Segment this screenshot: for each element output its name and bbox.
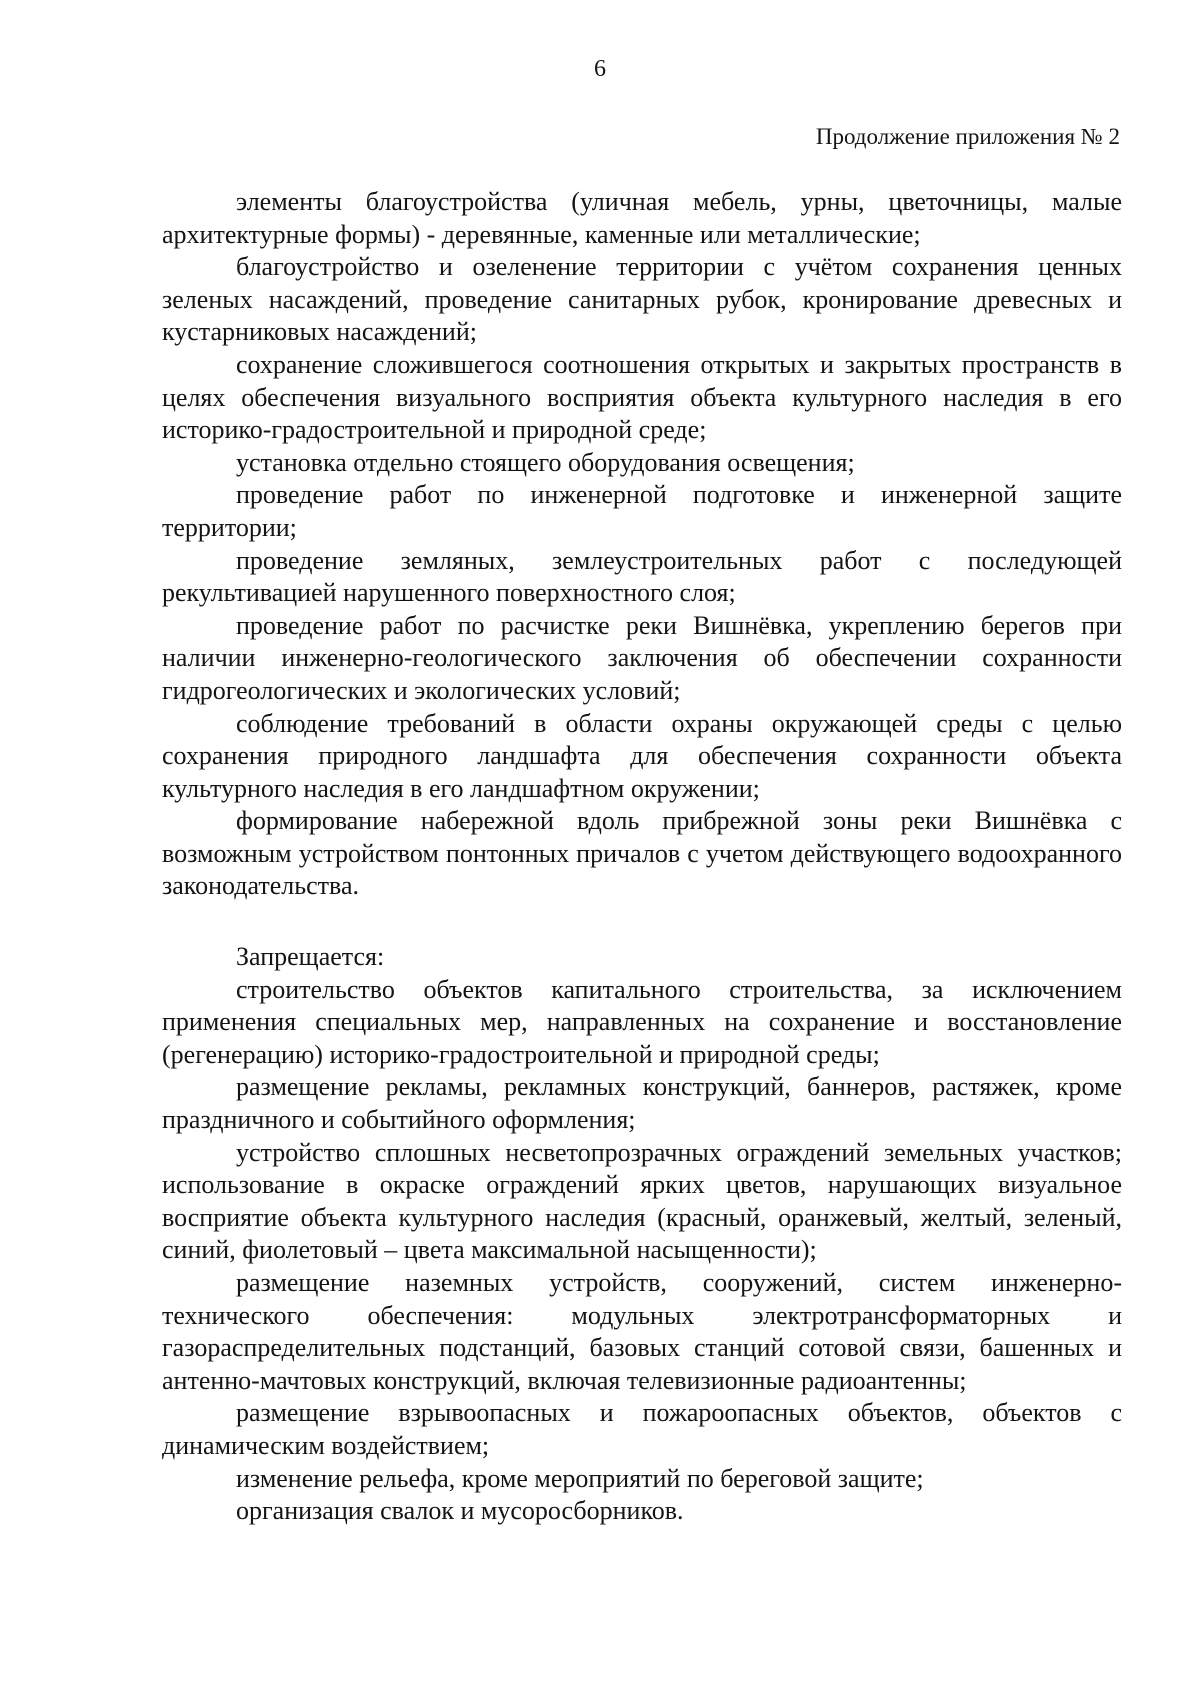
paragraph: размещение наземных устройств, сооружений, систем инженерно-технического обеспечения: модульных электротрансформаторных и газораспределительных подстанций, базовых станций сотовой связи, башенных и антенно-мачтовых конструкций, включая телевизионные радиоантенны; <box>162 1268 1122 1395</box>
paragraph: устройство сплошных несветопрозрачных ограждений земельных участков; использование в окраске ограждений ярких цветов, нарушающих визуальное восприятие объекта культурного наследия (красный, оранжевый, желтый, зеленый, синий, фиолетовый – цвета максимальной насыщенности); <box>162 1137 1122 1265</box>
paragraph: формирование набережной вдоль прибрежной зоны реки Вишнёвка с возможным устройством понтонных причалов с учетом действующего водоохранного законодательства. <box>162 806 1122 901</box>
prohibited-list <box>162 974 1122 1528</box>
paragraph: элементы благоустройства (уличная мебель, урны, цветочницы, малые архитектурные формы) - деревянные, каменные или металлические; <box>162 187 1122 249</box>
paragraph: проведение работ по инженерной подготовке и инженерной защите территории; <box>162 480 1122 542</box>
appendix-continuation-label: Продолжение приложения № 2 <box>815 124 1120 149</box>
paragraph: размещение рекламы, рекламных конструкций, баннеров, растяжек, кроме праздничного и событийного оформления; <box>162 1072 1122 1135</box>
document-body <box>162 186 1122 1528</box>
paragraph: строительство объектов капитального строительства, за исключением применения специальных мер, направленных на сохранение и восстановление (регенерацию) историко-градостроительной и природной среды; <box>162 974 1122 1069</box>
paragraph: соблюдение требований в области охраны окружающей среды с целью сохранения природного ландшафта для обеспечения сохранности объекта культурного наследия в его ландшафтном окружении; <box>162 708 1122 803</box>
page-number: 6 <box>594 56 606 82</box>
paragraph: установка отдельно стоящего оборудования освещения; <box>236 447 855 477</box>
paragraph: изменение рельефа, кроме мероприятий по береговой защите; <box>236 1463 924 1493</box>
paragraph: организация свалок и мусоросборников. <box>236 1496 684 1526</box>
paragraph: проведение земляных, землеустроительных работ с последующей рекультивацией нарушенного поверхностного слоя; <box>162 545 1122 608</box>
permitted-list <box>162 186 1122 903</box>
prohibited-heading: Запрещается: <box>236 942 385 972</box>
paragraph: благоустройство и озеленение территории с учётом сохранения ценных зеленых насаждений, проведение санитарных рубок, кронирование древесных и кустарниковых насаждений; <box>162 252 1122 347</box>
paragraph: проведение работ по расчистке реки Вишнёвка, укреплению берегов при наличии инженерно-геологического заключения об обеспечении сохранности гидрогеологических и экологических условий; <box>162 610 1122 705</box>
paragraph: размещение взрывоопасных и пожароопасных объектов, объектов с динамическим воздействием; <box>162 1398 1122 1460</box>
paragraph: сохранение сложившегося соотношения открытых и закрытых пространств в целях обеспечения визуального восприятия объекта культурного наследия в его историко-градостроительной и природной среде; <box>162 349 1122 445</box>
